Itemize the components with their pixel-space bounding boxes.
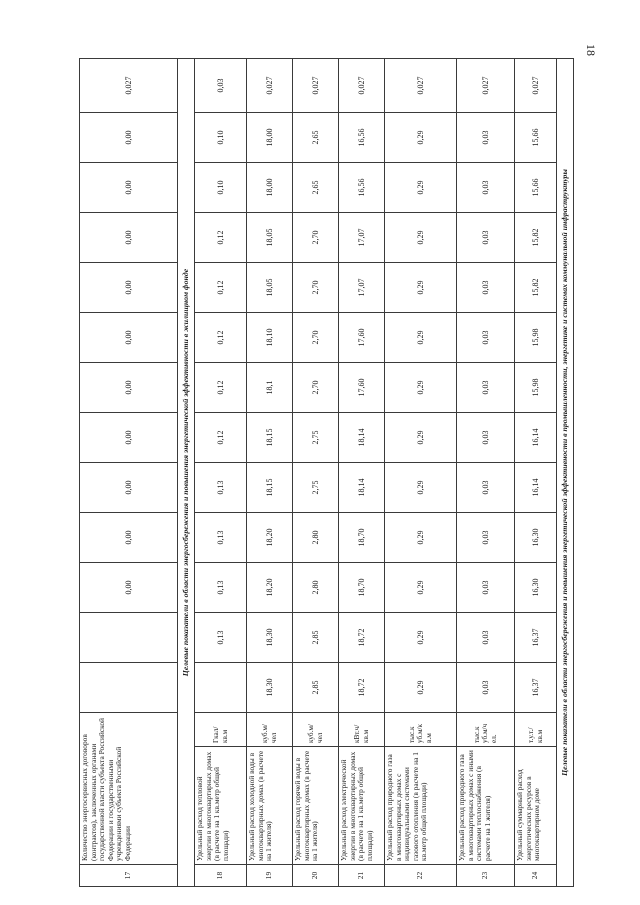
value-cell: 17,07 (339, 263, 385, 313)
value-cell: 0,29 (385, 313, 457, 363)
value-cell: 16,37 (515, 613, 557, 663)
indicator-name: Удельный расход тепловой энергии в многоквартирных домах (в расчете на 1 кв.метр общей площади) (195, 747, 247, 865)
value-cell: 0,29 (385, 663, 457, 713)
table-row (293, 59, 339, 887)
row-number: 18 (195, 865, 247, 887)
row-number: 21 (339, 865, 385, 887)
value-cell: 16,56 (339, 113, 385, 163)
indicators-table (79, 58, 574, 887)
value-cell: 0,29 (385, 563, 457, 613)
indicator-name: Удельный расход природного газа в многоквартирных домах с иными системами теплоснабжения (в расчете на 1 жителя) (457, 747, 515, 865)
value-cell: 18,05 (247, 213, 293, 263)
value-cell: 2,70 (293, 313, 339, 363)
value-cell: 0,29 (385, 263, 457, 313)
value-cell: 0,12 (195, 413, 247, 463)
value-cell: 0,027 (457, 59, 515, 113)
value-cell: 0,13 (195, 463, 247, 513)
value-cell: 18,00 (247, 113, 293, 163)
value-cell: 0,027 (247, 59, 293, 113)
section-heading-row (557, 59, 574, 887)
value-cell: 2,65 (293, 163, 339, 213)
value-cell: 0,29 (385, 613, 457, 663)
page-number: 18 (584, 44, 598, 56)
section-heading: Целевые показатели в области энергосбережения и повышения энергетической эффективности в жилищном фонде (178, 59, 195, 887)
value-cell: 0,00 (80, 563, 178, 613)
value-cell: 16,14 (515, 413, 557, 463)
value-cell-empty (80, 613, 178, 663)
value-cell: 2,70 (293, 363, 339, 413)
value-cell: 15,98 (515, 363, 557, 413)
value-cell: 0,027 (293, 59, 339, 113)
value-cell: 2,85 (293, 613, 339, 663)
value-cell: 0,03 (457, 163, 515, 213)
value-cell: 18,20 (247, 563, 293, 613)
value-cell: 15,82 (515, 213, 557, 263)
value-cell: 0,29 (385, 163, 457, 213)
value-cell: 17,60 (339, 363, 385, 413)
value-cell: 18,14 (339, 463, 385, 513)
value-cell: 0,027 (515, 59, 557, 113)
value-cell: 15,82 (515, 263, 557, 313)
value-cell: 0,03 (457, 363, 515, 413)
table-row (457, 59, 515, 887)
value-cell: 0,12 (195, 213, 247, 263)
value-cell: 2,80 (293, 513, 339, 563)
row-number: 22 (385, 865, 457, 887)
value-cell: 0,13 (195, 563, 247, 613)
indicator-name: Удельный расход холодной воды в многоквартирных домах (в расчете на 1 жителя) (247, 747, 293, 865)
value-cell: 0,00 (80, 513, 178, 563)
unit-cell: тыс.к уб.м/к в.м (385, 713, 457, 747)
value-cell: 15,66 (515, 113, 557, 163)
value-cell: 0,00 (80, 313, 178, 363)
value-cell: 2,75 (293, 413, 339, 463)
value-cell-empty (195, 663, 247, 713)
indicator-name: Удельный расход горячей воды в многоквартирных домах (в расчете на 1 жителя) (293, 747, 339, 865)
value-cell: 18,10 (247, 313, 293, 363)
value-cell: 17,07 (339, 213, 385, 263)
value-cell: 0,12 (195, 313, 247, 363)
value-cell: 0,03 (457, 213, 515, 263)
value-cell: 18,00 (247, 163, 293, 213)
value-cell: 2,85 (293, 663, 339, 713)
value-cell: 0,03 (457, 263, 515, 313)
indicator-name: Удельный суммарный расход энергетических ресурсов в многоквартирном доме (515, 747, 557, 865)
value-cell: 18,70 (339, 513, 385, 563)
value-cell: 18,72 (339, 663, 385, 713)
unit-cell: Гкал/ кв.м (195, 713, 247, 747)
value-cell: 18,14 (339, 413, 385, 463)
value-cell: 0,29 (385, 213, 457, 263)
row-number: 24 (515, 865, 557, 887)
value-cell: 0,00 (80, 413, 178, 463)
table-row (339, 59, 385, 887)
value-cell: 0,03 (457, 313, 515, 363)
value-cell: 0,03 (457, 463, 515, 513)
value-cell: 18,30 (247, 613, 293, 663)
value-cell: 0,027 (339, 59, 385, 113)
value-cell: 0,03 (457, 663, 515, 713)
value-cell: 0,03 (457, 413, 515, 463)
value-cell: 0,13 (195, 613, 247, 663)
value-cell: 0,00 (80, 113, 178, 163)
table-row (80, 59, 178, 887)
value-cell: 2,80 (293, 563, 339, 613)
indicator-name: Удельный расход природного газа в многоквартирных домах с индивидуальными системами газового отопления (в расчете на 1 кв.метр общей площади) (385, 747, 457, 865)
value-cell: 0,00 (80, 263, 178, 313)
value-cell: 18,05 (247, 263, 293, 313)
value-cell: 15,66 (515, 163, 557, 213)
value-cell: 0,03 (457, 513, 515, 563)
table-body (80, 59, 574, 887)
value-cell: 2,70 (293, 213, 339, 263)
row-number: 17 (80, 865, 178, 887)
value-cell: 0,00 (80, 363, 178, 413)
value-cell: 17,60 (339, 313, 385, 363)
value-cell: 0,00 (80, 213, 178, 263)
unit-cell: куб.м/ чел (293, 713, 339, 747)
value-cell: 0,29 (385, 513, 457, 563)
value-cell: 0,00 (80, 163, 178, 213)
value-cell: 0,13 (195, 513, 247, 563)
value-cell: 0,10 (195, 113, 247, 163)
value-cell: 2,75 (293, 463, 339, 513)
indicator-name: Удельный расход электрической энергии в многоквартирных домах (в расчете на 1 кв.метр общей площади) (339, 747, 385, 865)
unit-cell: куб.м/ чел (247, 713, 293, 747)
value-cell: 0,03 (457, 613, 515, 663)
value-cell: 0,027 (385, 59, 457, 113)
value-cell: 0,10 (195, 163, 247, 213)
value-cell-empty (80, 663, 178, 713)
row-number: 19 (247, 865, 293, 887)
unit-cell: тыс.к уб.м/ч ел. (457, 713, 515, 747)
rotated-table-container (79, 59, 569, 887)
value-cell: 0,29 (385, 463, 457, 513)
value-cell: 0,027 (80, 59, 178, 113)
value-cell: 0,03 (195, 59, 247, 113)
value-cell: 18,20 (247, 513, 293, 563)
unit-cell: кВт.ч/ кв.м (339, 713, 385, 747)
value-cell: 18,15 (247, 413, 293, 463)
table-row (195, 59, 247, 887)
value-cell: 18,72 (339, 613, 385, 663)
value-cell: 0,00 (80, 463, 178, 513)
value-cell: 0,03 (457, 113, 515, 163)
section-heading: Целевые показатели в области энергосбережения и повышения энергетической эффективности в промышленности, энергетике и системах коммунальной инфраструктуры (557, 59, 574, 887)
value-cell: 18,70 (339, 563, 385, 613)
value-cell: 0,03 (457, 563, 515, 613)
indicator-name: Количество энергосервисных договоров (контрактов), заключенных органами государственной власти субъекта Российской Федерации и государственными учреждениями субъекта Российской Федерации (80, 713, 178, 865)
value-cell: 2,65 (293, 113, 339, 163)
value-cell: 16,56 (339, 163, 385, 213)
value-cell: 18,15 (247, 463, 293, 513)
unit-cell: т.у.т./ кв.м (515, 713, 557, 747)
value-cell: 0,29 (385, 113, 457, 163)
value-cell: 16,30 (515, 513, 557, 563)
value-cell: 0,29 (385, 363, 457, 413)
value-cell: 0,12 (195, 263, 247, 313)
section-heading-row (178, 59, 195, 887)
value-cell: 16,37 (515, 663, 557, 713)
value-cell: 18,1 (247, 363, 293, 413)
value-cell: 16,14 (515, 463, 557, 513)
value-cell: 18,30 (247, 663, 293, 713)
value-cell: 15,98 (515, 313, 557, 363)
table-row (385, 59, 457, 887)
value-cell: 0,29 (385, 413, 457, 463)
row-number: 20 (293, 865, 339, 887)
table-row (247, 59, 293, 887)
value-cell: 16,30 (515, 563, 557, 613)
table-row (515, 59, 557, 887)
value-cell: 0,12 (195, 363, 247, 413)
row-number: 23 (457, 865, 515, 887)
value-cell: 2,70 (293, 263, 339, 313)
